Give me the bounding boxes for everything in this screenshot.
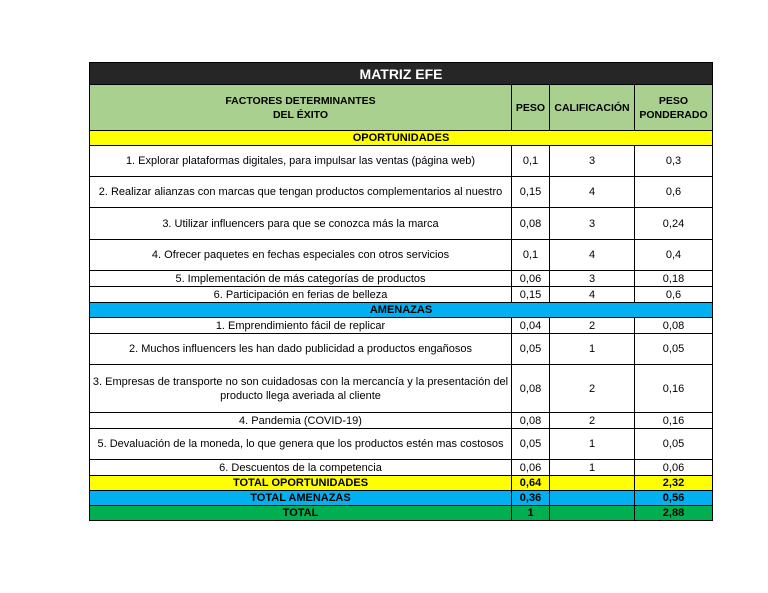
peso-cell: 0,08 xyxy=(512,413,550,429)
calificacion-cell: 1 xyxy=(550,429,635,460)
factor-cell: 6. Descuentos de la competencia xyxy=(90,460,512,476)
ponderado-cell: 0,24 xyxy=(635,208,713,240)
section-label: AMENAZAS xyxy=(90,303,713,318)
table-row xyxy=(90,240,713,271)
factor-cell: 2. Muchos influencers les han dado publicidad a productos engañosos xyxy=(90,334,512,365)
table-row xyxy=(90,146,713,177)
efe-matrix-table xyxy=(89,62,713,521)
total-oportunidades-row xyxy=(90,476,713,491)
peso-cell: 0,1 xyxy=(512,240,550,271)
peso-cell: 0,06 xyxy=(512,460,550,476)
factor-cell: 4. Pandemia (COVID-19) xyxy=(90,413,512,429)
total-amenazas-row xyxy=(90,491,713,506)
ponderado-cell: 0,3 xyxy=(635,146,713,177)
table-row xyxy=(90,208,713,240)
peso-cell: 0,05 xyxy=(512,334,550,365)
calificacion-cell: 2 xyxy=(550,413,635,429)
factor-cell: 2. Realizar alianzas con marcas que tengan productos complementarios al nuestro xyxy=(90,177,512,208)
table-row xyxy=(90,365,713,413)
factor-cell: 1. Explorar plataformas digitales, para impulsar las ventas (página web) xyxy=(90,146,512,177)
factor-cell: 3. Utilizar influencers para que se conozca más la marca xyxy=(90,208,512,240)
ponderado-cell: 0,08 xyxy=(635,318,713,334)
total-peso: 0,36 xyxy=(512,491,550,506)
amenazas-rows xyxy=(90,318,713,476)
ponderado-cell: 0,05 xyxy=(635,334,713,365)
header-peso: PESO xyxy=(512,85,550,131)
total-label: TOTAL OPORTUNIDADES xyxy=(90,476,512,491)
total-ponderado: 2,32 xyxy=(635,476,713,491)
table-row xyxy=(90,429,713,460)
table-row xyxy=(90,318,713,334)
table-row xyxy=(90,460,713,476)
total-peso: 0,64 xyxy=(512,476,550,491)
header-factores xyxy=(90,85,512,131)
calificacion-cell: 4 xyxy=(550,240,635,271)
table-row xyxy=(90,334,713,365)
total-calificacion xyxy=(550,491,635,506)
ponderado-cell: 0,6 xyxy=(635,177,713,208)
peso-cell: 0,05 xyxy=(512,429,550,460)
factor-cell: 3. Empresas de transporte no son cuidadosas con la mercancía y la presentación del producto llega averiada al cliente xyxy=(90,365,512,413)
factor-cell: 5. Implementación de más categorías de productos xyxy=(90,271,512,287)
calificacion-cell: 1 xyxy=(550,460,635,476)
total-ponderado: 0,56 xyxy=(635,491,713,506)
table-row xyxy=(90,287,713,303)
header-ponderado-line2: PONDERADO xyxy=(639,108,708,121)
calificacion-cell: 3 xyxy=(550,271,635,287)
header-ponderado xyxy=(635,85,713,131)
factor-cell: 5. Devaluación de la moneda, lo que genera que los productos estén mas costosos xyxy=(90,429,512,460)
factor-cell: 1. Emprendimiento fácil de replicar xyxy=(90,318,512,334)
header-calificacion: CALIFICACIÓN xyxy=(550,85,635,131)
section-amenazas xyxy=(90,303,713,318)
total-row xyxy=(90,506,713,521)
header-ponderado-line1: PESO xyxy=(658,94,689,107)
peso-cell: 0,15 xyxy=(512,177,550,208)
oportunidades-rows xyxy=(90,146,713,303)
header-row xyxy=(90,85,713,131)
calificacion-cell: 4 xyxy=(550,287,635,303)
table-row xyxy=(90,413,713,429)
total-peso: 1 xyxy=(512,506,550,521)
factor-cell: 6. Participación en ferias de belleza xyxy=(90,287,512,303)
ponderado-cell: 0,06 xyxy=(635,460,713,476)
peso-cell: 0,04 xyxy=(512,318,550,334)
peso-cell: 0,1 xyxy=(512,146,550,177)
ponderado-cell: 0,16 xyxy=(635,365,713,413)
total-calificacion xyxy=(550,476,635,491)
total-label: TOTAL AMENAZAS xyxy=(90,491,512,506)
calificacion-cell: 2 xyxy=(550,365,635,413)
calificacion-cell: 1 xyxy=(550,334,635,365)
peso-cell: 0,08 xyxy=(512,208,550,240)
ponderado-cell: 0,18 xyxy=(635,271,713,287)
total-ponderado: 2,88 xyxy=(635,506,713,521)
total-calificacion xyxy=(550,506,635,521)
table-row xyxy=(90,177,713,208)
calificacion-cell: 3 xyxy=(550,146,635,177)
peso-cell: 0,06 xyxy=(512,271,550,287)
total-label: TOTAL xyxy=(90,506,512,521)
peso-cell: 0,15 xyxy=(512,287,550,303)
calificacion-cell: 2 xyxy=(550,318,635,334)
header-factores-line2: DEL ÉXITO xyxy=(272,108,329,121)
ponderado-cell: 0,6 xyxy=(635,287,713,303)
calificacion-cell: 4 xyxy=(550,177,635,208)
header-factores-line1: FACTORES DETERMINANTES xyxy=(225,94,376,107)
ponderado-cell: 0,4 xyxy=(635,240,713,271)
table-row xyxy=(90,271,713,287)
section-label: OPORTUNIDADES xyxy=(90,131,713,146)
ponderado-cell: 0,16 xyxy=(635,413,713,429)
title-row xyxy=(90,63,713,85)
factor-cell: 4. Ofrecer paquetes en fechas especiales con otros servicios xyxy=(90,240,512,271)
calificacion-cell: 3 xyxy=(550,208,635,240)
section-oportunidades xyxy=(90,131,713,146)
peso-cell: 0,08 xyxy=(512,365,550,413)
table-title: MATRIZ EFE xyxy=(90,63,713,85)
ponderado-cell: 0,05 xyxy=(635,429,713,460)
